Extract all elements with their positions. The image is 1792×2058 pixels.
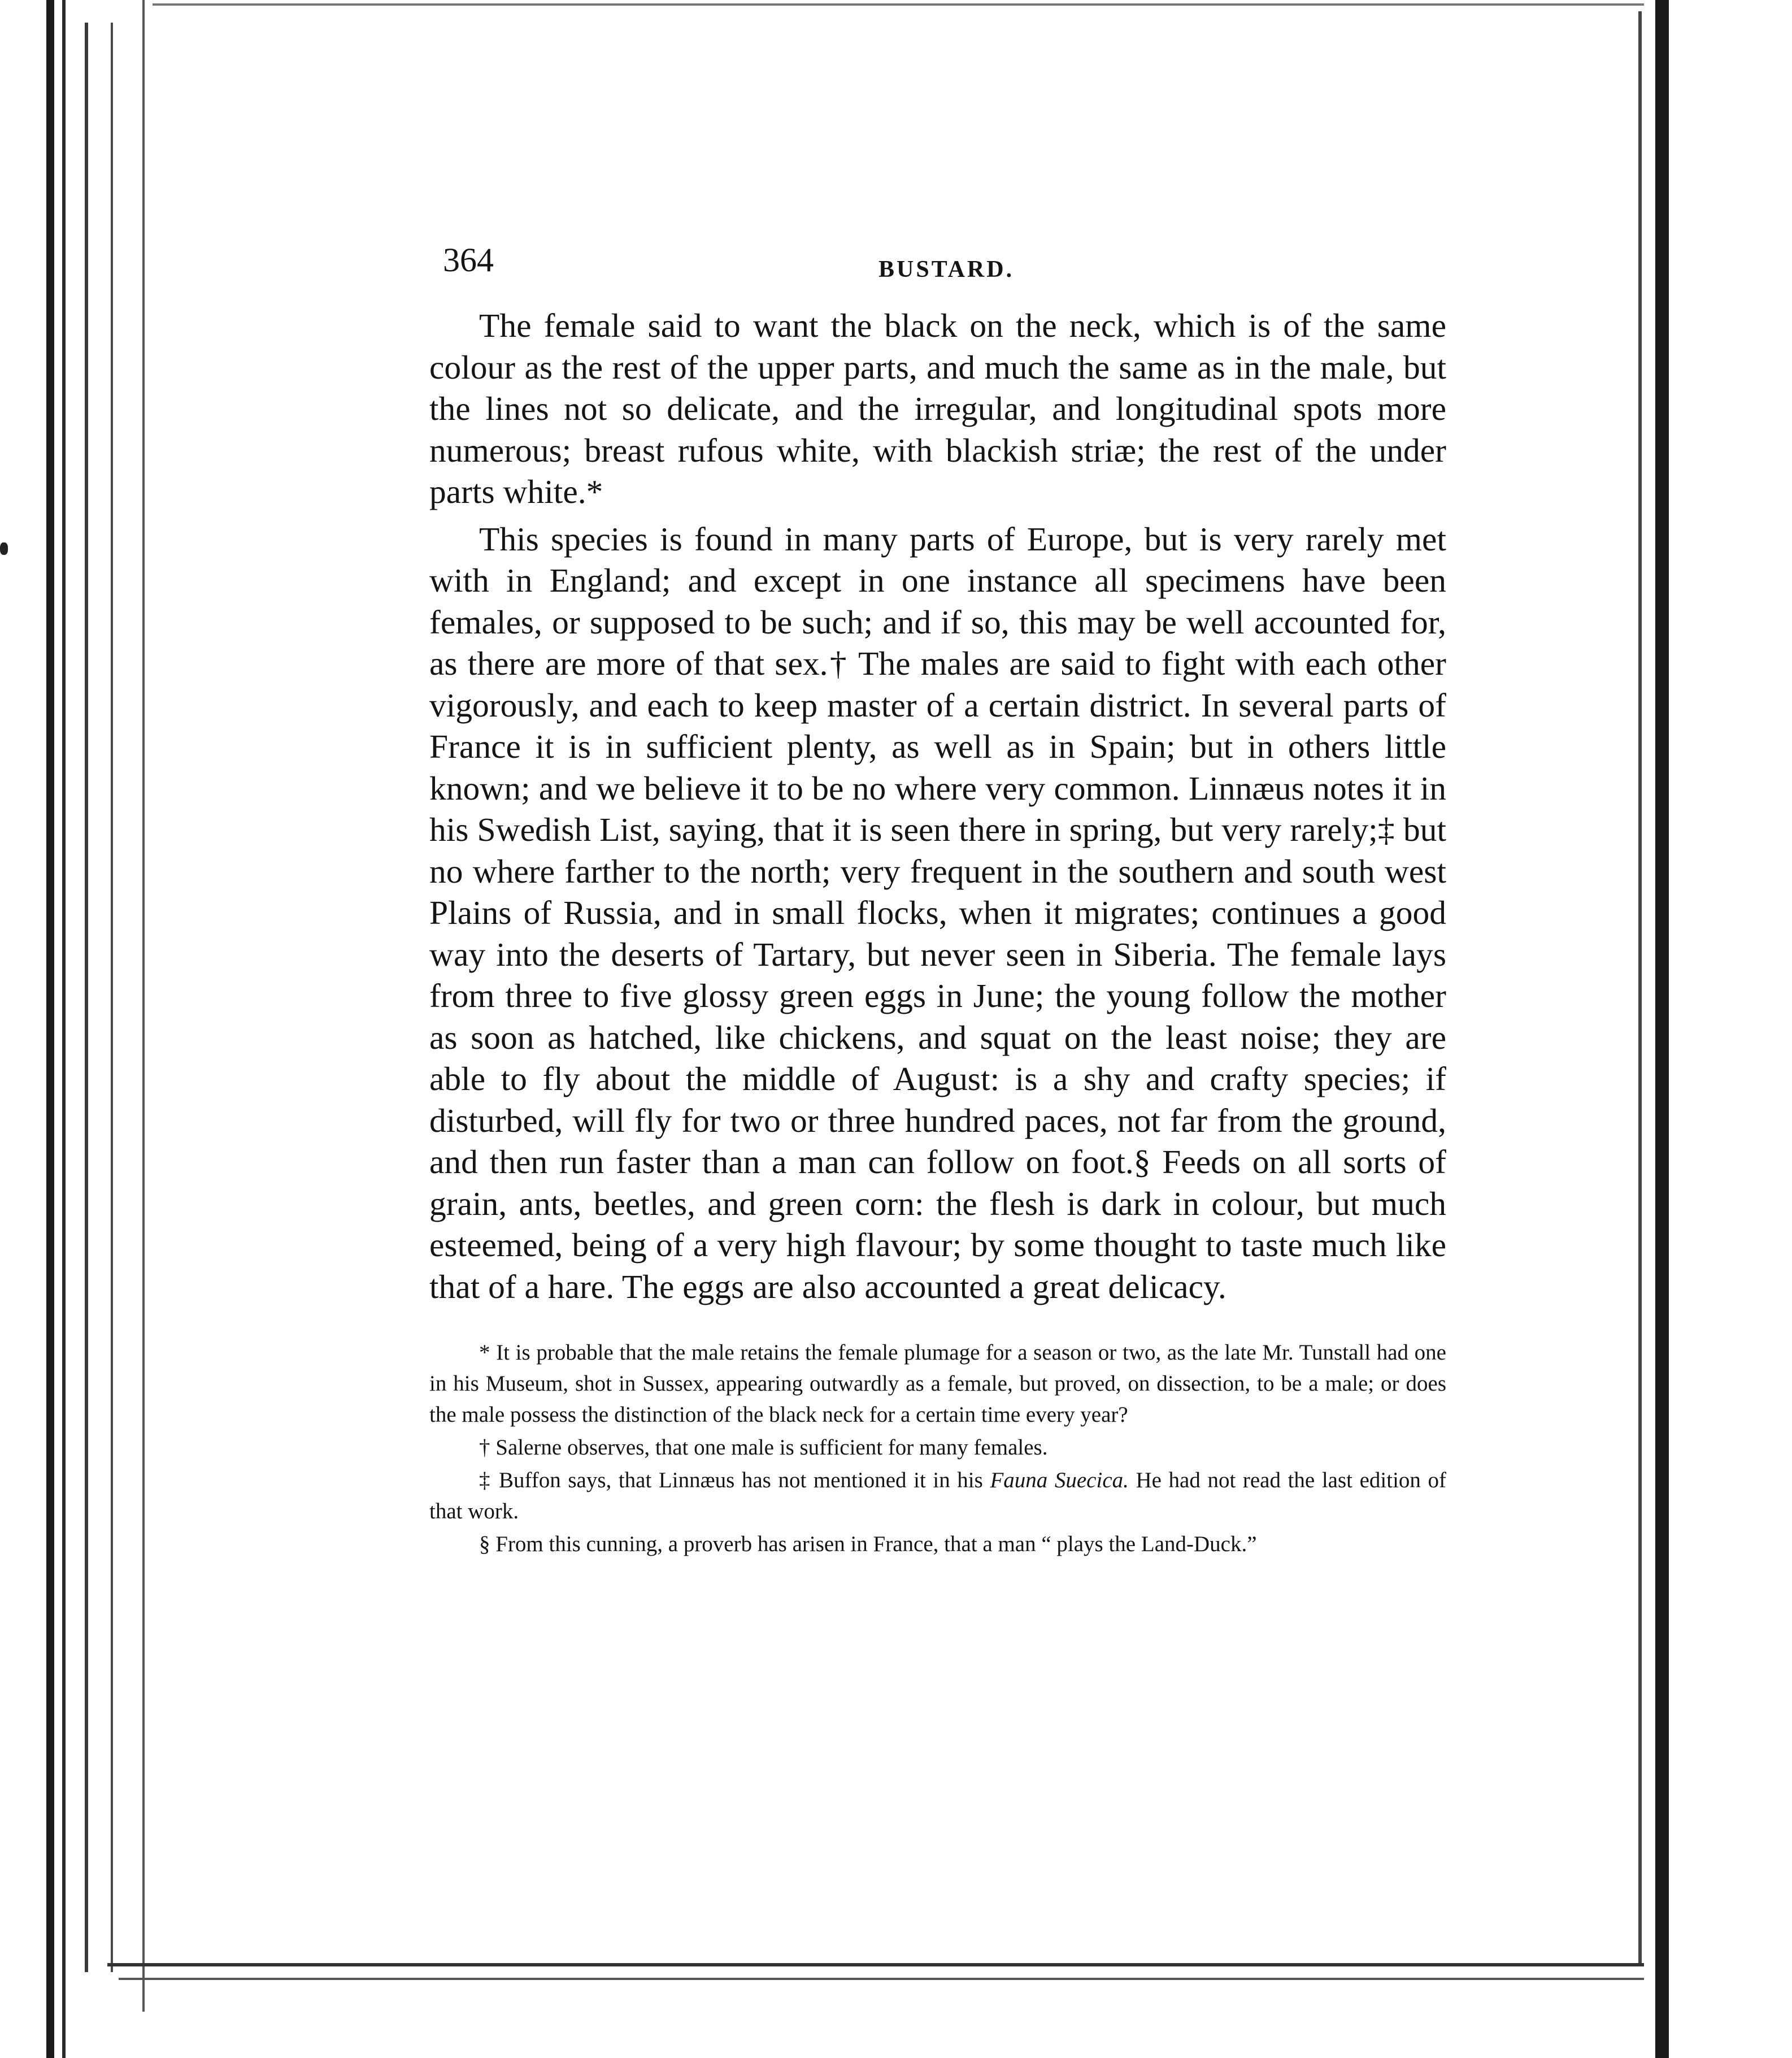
body-paragraph: This species is found in many parts of Europe, but is very rarely met with in England; and except in one instance all specimens have been females, or supposed to be such; and if so, this may be well accounted for, as there are more of that sex.† The males are said to fight with each other vigorously, and each to keep master of a certain district. In several parts of France it is in sufficient plenty, as well as in Spain; but in others little known; and we believe it to be no where very common. Linnæus notes it in his Swedish List, saying, that it is seen there in spring, but very rarely;‡ but no where farther to the north; very frequent in the southern and south west Plains of Russia, and in small flocks, when it migrates; continues a good way into the deserts of Tartary, but never seen in Siberia. The female lays from three to five glossy green eggs in June; the young follow the mother as soon as hatched, like chickens, and squat on the least noise; they are able to fly about the middle of August: is a shy and crafty species; if disturbed, will fly for two or three hundred paces, not far from the ground, and then run faster than a man can follow on foot.§ Feeds on all sorts of grain, ants, beetles, and green corn: the flesh is dark in colour, but much esteemed, being of a very high flavour; by some thought to taste much like that of a hare. The eggs are also accounted a great delicacy.: [429, 520, 1446, 1305]
page-number: 364: [443, 241, 494, 279]
scan-frame-right: [1655, 0, 1669, 2058]
scan-frame-right-inner: [1638, 11, 1642, 1966]
scan-frame-left-inner: [111, 23, 113, 1972]
scan-speck: [0, 542, 8, 555]
footnote-double-dagger: [429, 1465, 1446, 1527]
scan-frame-left-inner: [142, 0, 145, 2012]
footnote-star: * It is probable that the male retains the female plumage for a season or two, as the late Mr. Tunstall had one in his Museum, shot in Sussex, appearing outwardly as a female, but proved, on dissection, to be a male; or does the male possess the distinction of the black neck for a certain time every year?: [429, 1340, 1446, 1427]
footnote-text: He had not read the last edition of that work.: [429, 1468, 1446, 1523]
page-header: [429, 237, 1446, 305]
footnotes: [429, 1337, 1446, 1560]
running-head: BUSTARD.: [878, 257, 1015, 283]
book-page: [429, 237, 1446, 1561]
book-title: Fauna Suecica.: [990, 1468, 1129, 1492]
scan-frame-left-inner: [85, 23, 88, 1972]
scan-frame-bottom: [107, 1963, 1644, 1966]
footnote-section: § From this cunning, a proverb has arisen in France, that a man “ plays the Land-Duck.”: [479, 1532, 1257, 1556]
footnote-dagger: † Salerne observes, that one male is sufficient for many females.: [479, 1435, 1048, 1460]
footnote-text: ‡ Buffon says, that Linnæus has not mentioned it in his: [479, 1468, 990, 1492]
scan-frame-top: [153, 3, 1644, 6]
scan-frame-bottom: [119, 1978, 1644, 1980]
scan-frame-left-inner: [62, 0, 66, 2058]
body-paragraph: The female said to want the black on the neck, which is of the same colour as the rest of the upper parts, and much the same as in the male, but the lines not so delicate, and the irregular, and longitudinal spots more numerous; breast rufous white, with blackish striæ; the rest of the under parts white.*: [429, 307, 1446, 510]
body-text: [429, 305, 1446, 1308]
scan-frame-left: [46, 0, 54, 2058]
